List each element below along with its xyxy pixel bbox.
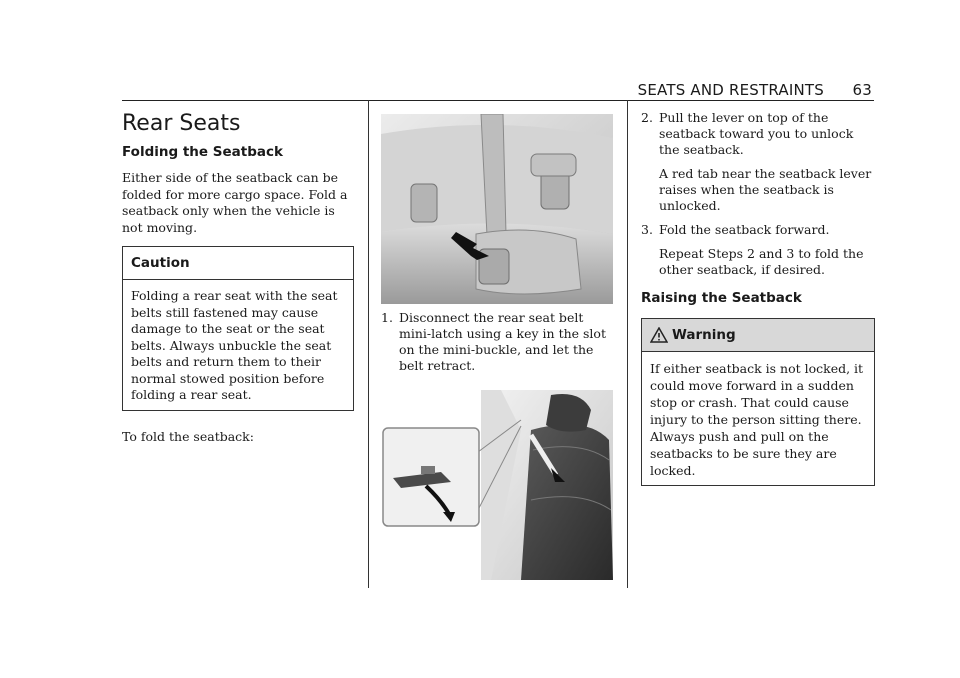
section-heading-folding: Folding the Seatback	[122, 144, 283, 160]
step-text: Fold the seatback forward.	[659, 222, 830, 237]
step-3-note: Repeat Steps 2 and 3 to fold the other seatback, if desired.	[659, 246, 864, 277]
step-number: 2.	[641, 110, 653, 125]
page-number: 63	[852, 81, 872, 99]
page-header	[122, 78, 874, 101]
fold-intro-text: To fold the seatback:	[122, 428, 254, 444]
column-divider	[627, 100, 628, 588]
caution-box	[122, 246, 354, 411]
warning-box	[641, 318, 875, 486]
step-1	[381, 310, 615, 374]
warning-body: If either seatback is not locked, it could move forward in a sudden stop or crash. That could cause injury to the person sitting there. Always push and pull on the seatbacks to be sure they are locked.	[650, 361, 864, 478]
column-right	[641, 108, 875, 486]
step-2-note: A red tab near the seatback lever raises when the seatback is unlocked.	[659, 166, 872, 213]
caution-heading: Caution	[123, 247, 353, 280]
section-title: SEATS AND RESTRAINTS	[637, 81, 824, 99]
warning-triangle-icon	[650, 327, 668, 343]
seatback-lever-illustration	[381, 390, 613, 580]
section-heading-raising: Raising the Seatback	[641, 290, 802, 306]
seatbelt-latch-illustration	[381, 114, 613, 304]
step-number: 3.	[641, 222, 653, 237]
caution-body: Folding a rear seat with the seat belts still fastened may cause damage to the seat or the seat belts. Always unbuckle the seat belts and return them to their normal stowed position before folding a rear seat.	[131, 288, 338, 402]
column-left	[122, 108, 354, 445]
warning-heading: Warning	[672, 327, 736, 343]
step-2	[641, 110, 875, 158]
page-title: Rear Seats	[122, 111, 241, 136]
column-middle	[381, 108, 615, 580]
column-divider	[368, 100, 369, 588]
step-text: Pull the lever on top of the seatback toward you to unlock the seatback.	[659, 110, 854, 157]
intro-paragraph: Either side of the seatback can be folded for more cargo space. Fold a seatback only when the vehicle is not moving.	[122, 170, 348, 235]
step-number: 1.	[381, 310, 393, 325]
step-text: Disconnect the rear seat belt mini-latch using a key in the slot on the mini-buckle, and let the belt retract.	[399, 310, 606, 373]
step-3	[641, 222, 875, 238]
warning-header	[642, 319, 874, 352]
